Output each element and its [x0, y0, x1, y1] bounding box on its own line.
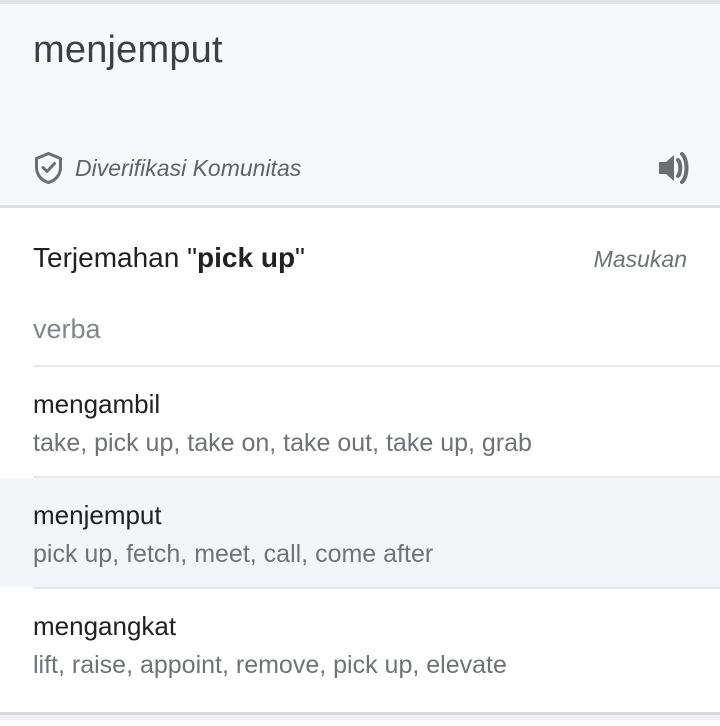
part-of-speech-label: verba [33, 314, 101, 344]
source-word-card [0, 4, 720, 205]
entry-synonyms: take, pick up, take on, take out, take up, grab [33, 429, 532, 457]
verified-label: Diverifikasi Komunitas [75, 154, 302, 181]
entry-word: menjemput [33, 500, 162, 530]
translations-title-row [0, 208, 720, 276]
translations-title [33, 240, 305, 276]
title-word: pick up [197, 242, 296, 273]
translation-entry[interactable] [0, 367, 720, 476]
feedback-link[interactable]: Masukan [593, 246, 687, 272]
title-prefix: Terjemahan " [33, 242, 198, 273]
entry-word: mengambil [33, 389, 161, 419]
speaker-icon[interactable] [651, 145, 697, 191]
translation-entry[interactable] [0, 478, 720, 587]
entry-word: mengangkat [33, 611, 177, 641]
translation-entry[interactable] [0, 589, 720, 726]
verified-row [33, 145, 697, 191]
entry-synonyms: pick up, fetch, meet, call, come after [33, 540, 434, 568]
source-word-text[interactable]: menjemput [33, 29, 223, 71]
entry-synonyms: lift, raise, appoint, remove, pick up, elevate [33, 651, 507, 679]
shield-check-icon [33, 151, 64, 185]
translations-section [0, 208, 720, 726]
bottom-border-strip [0, 712, 720, 720]
title-suffix: " [295, 242, 305, 273]
